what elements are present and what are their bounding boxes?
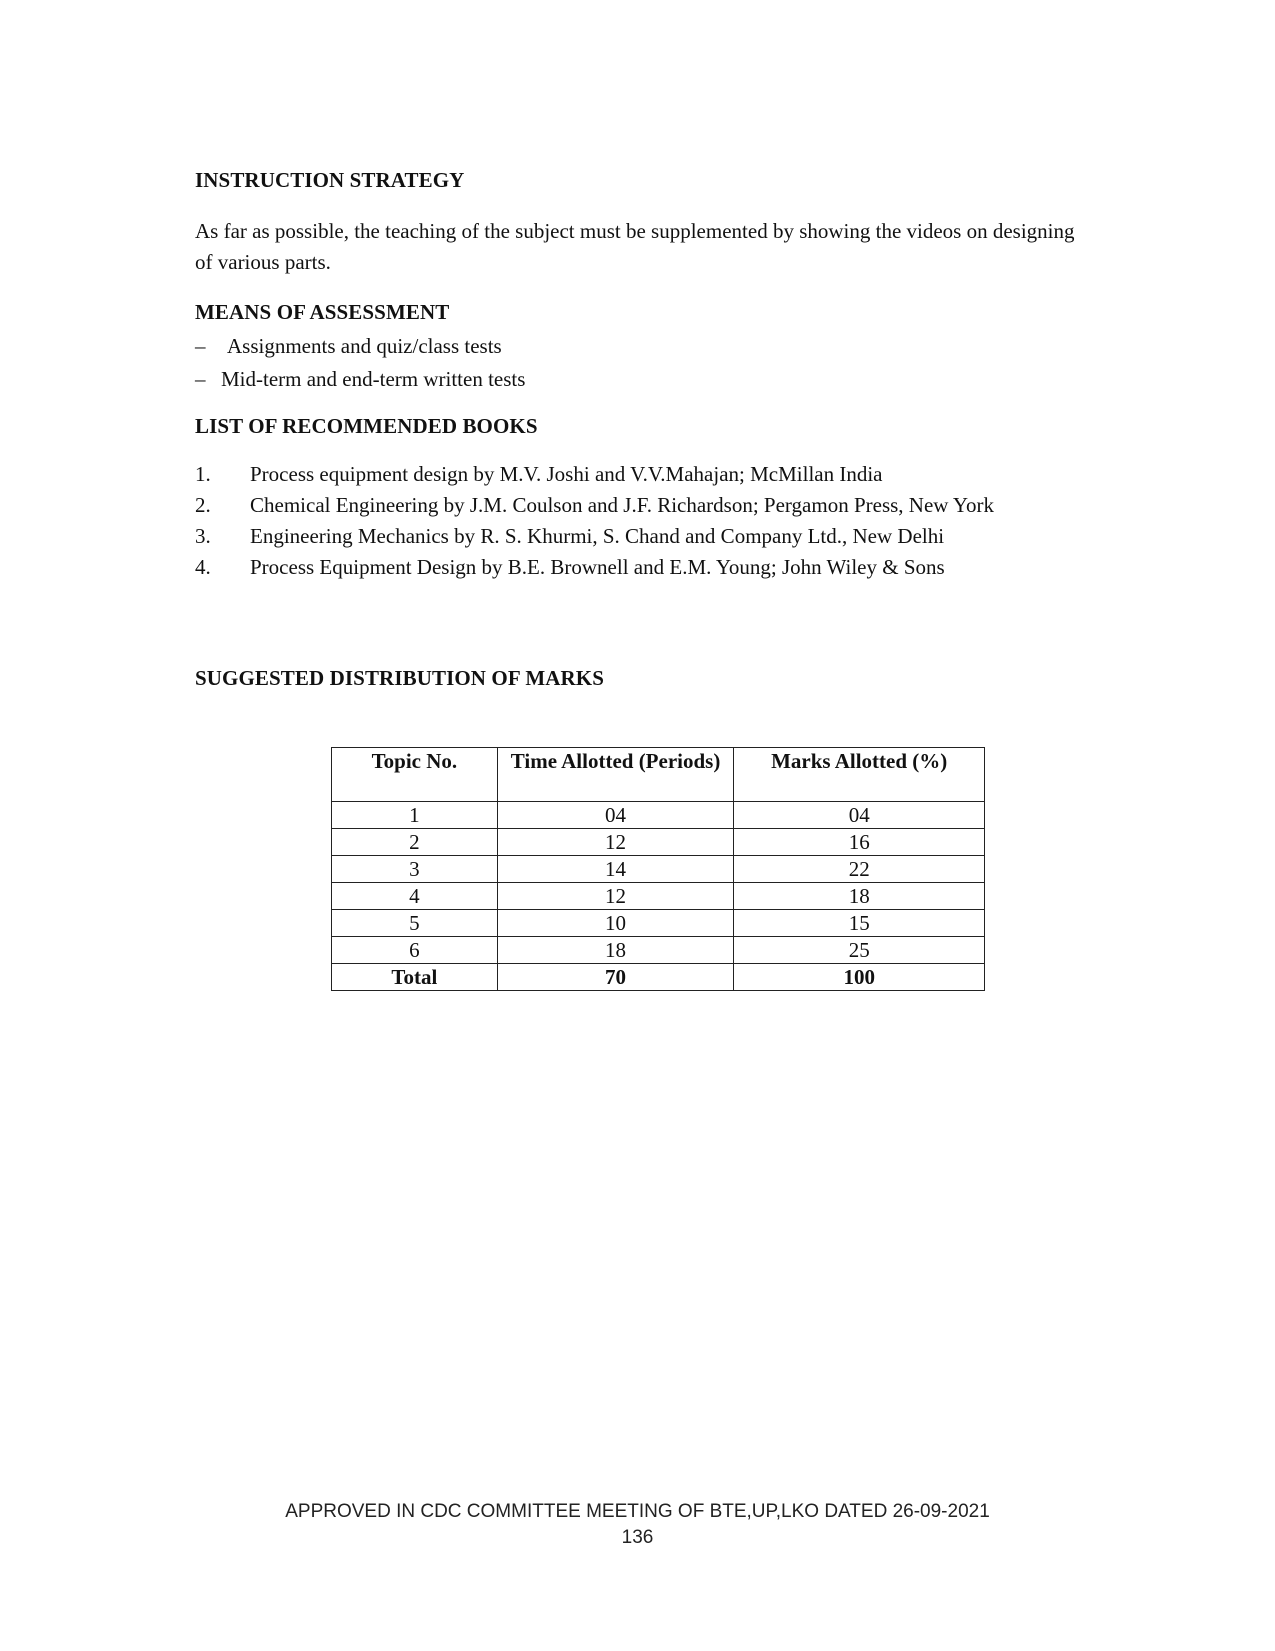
time-cell: 12 [497, 883, 734, 910]
assessment-list [195, 330, 525, 396]
book-item [195, 490, 1075, 521]
marks-cell: 18 [734, 883, 985, 910]
time-cell: 10 [497, 910, 734, 937]
instruction-strategy-heading: INSTRUCTION STRATEGY [195, 168, 465, 192]
table-row [332, 883, 985, 910]
book-item [195, 459, 1075, 490]
book-number: 3. [195, 524, 211, 548]
book-item [195, 552, 1075, 583]
book-number: 2. [195, 493, 211, 517]
book-number: 4. [195, 555, 211, 579]
book-number: 1. [195, 462, 211, 486]
total-label-cell: Total [332, 964, 498, 991]
topic-cell: 5 [332, 910, 498, 937]
time-cell: 18 [497, 937, 734, 964]
topic-cell: 4 [332, 883, 498, 910]
marks-distribution-table [331, 747, 985, 991]
table-header-row [332, 748, 985, 802]
books-list [195, 459, 1075, 583]
book-text: Process equipment design by M.V. Joshi and V.V.Mahajan; McMillan India [250, 462, 883, 486]
marks-cell: 22 [734, 856, 985, 883]
book-text: Process Equipment Design by B.E. Brownell and E.M. Young; John Wiley & Sons [250, 555, 945, 579]
table-total-row [332, 964, 985, 991]
topic-cell: 1 [332, 802, 498, 829]
means-of-assessment-heading: MEANS OF ASSESSMENT [195, 300, 450, 324]
topic-cell: 6 [332, 937, 498, 964]
time-cell: 12 [497, 829, 734, 856]
dash-marker: – [195, 334, 206, 358]
instruction-strategy-text: As far as possible, the teaching of the subject must be supplemented by showing the videos on designing of various parts. [195, 219, 1075, 274]
book-item [195, 521, 1075, 552]
table-row [332, 856, 985, 883]
total-time-cell: 70 [497, 964, 734, 991]
header-time-allotted: Time Allotted (Periods) [497, 748, 734, 802]
marks-cell: 04 [734, 802, 985, 829]
marks-cell: 25 [734, 937, 985, 964]
table-row [332, 910, 985, 937]
time-cell: 04 [497, 802, 734, 829]
assessment-item-text: Mid-term and end-term written tests [221, 367, 526, 391]
table-row [332, 802, 985, 829]
assessment-item [195, 330, 525, 363]
assessment-item [195, 363, 525, 396]
topic-cell: 3 [332, 856, 498, 883]
total-marks-cell: 100 [734, 964, 985, 991]
approval-footer: APPROVED IN CDC COMMITTEE MEETING OF BTE,UP,LKO DATED 26-09-2021 [285, 1501, 990, 1522]
page-number: 136 [621, 1527, 654, 1548]
distribution-of-marks-heading: SUGGESTED DISTRIBUTION OF MARKS [195, 666, 604, 690]
table-row [332, 937, 985, 964]
header-topic-no: Topic No. [332, 748, 498, 802]
header-marks-allotted: Marks Allotted (%) [734, 748, 985, 802]
marks-cell: 16 [734, 829, 985, 856]
dash-marker: – [195, 367, 206, 391]
marks-cell: 15 [734, 910, 985, 937]
book-text: Engineering Mechanics by R. S. Khurmi, S. Chand and Company Ltd., New Delhi [250, 524, 945, 548]
table-row [332, 829, 985, 856]
time-cell: 14 [497, 856, 734, 883]
topic-cell: 2 [332, 829, 498, 856]
assessment-item-text: Assignments and quiz/class tests [227, 334, 502, 358]
book-text: Chemical Engineering by J.M. Coulson and J.F. Richardson; Pergamon Press, New York [250, 493, 994, 517]
recommended-books-heading: LIST OF RECOMMENDED BOOKS [195, 414, 538, 438]
